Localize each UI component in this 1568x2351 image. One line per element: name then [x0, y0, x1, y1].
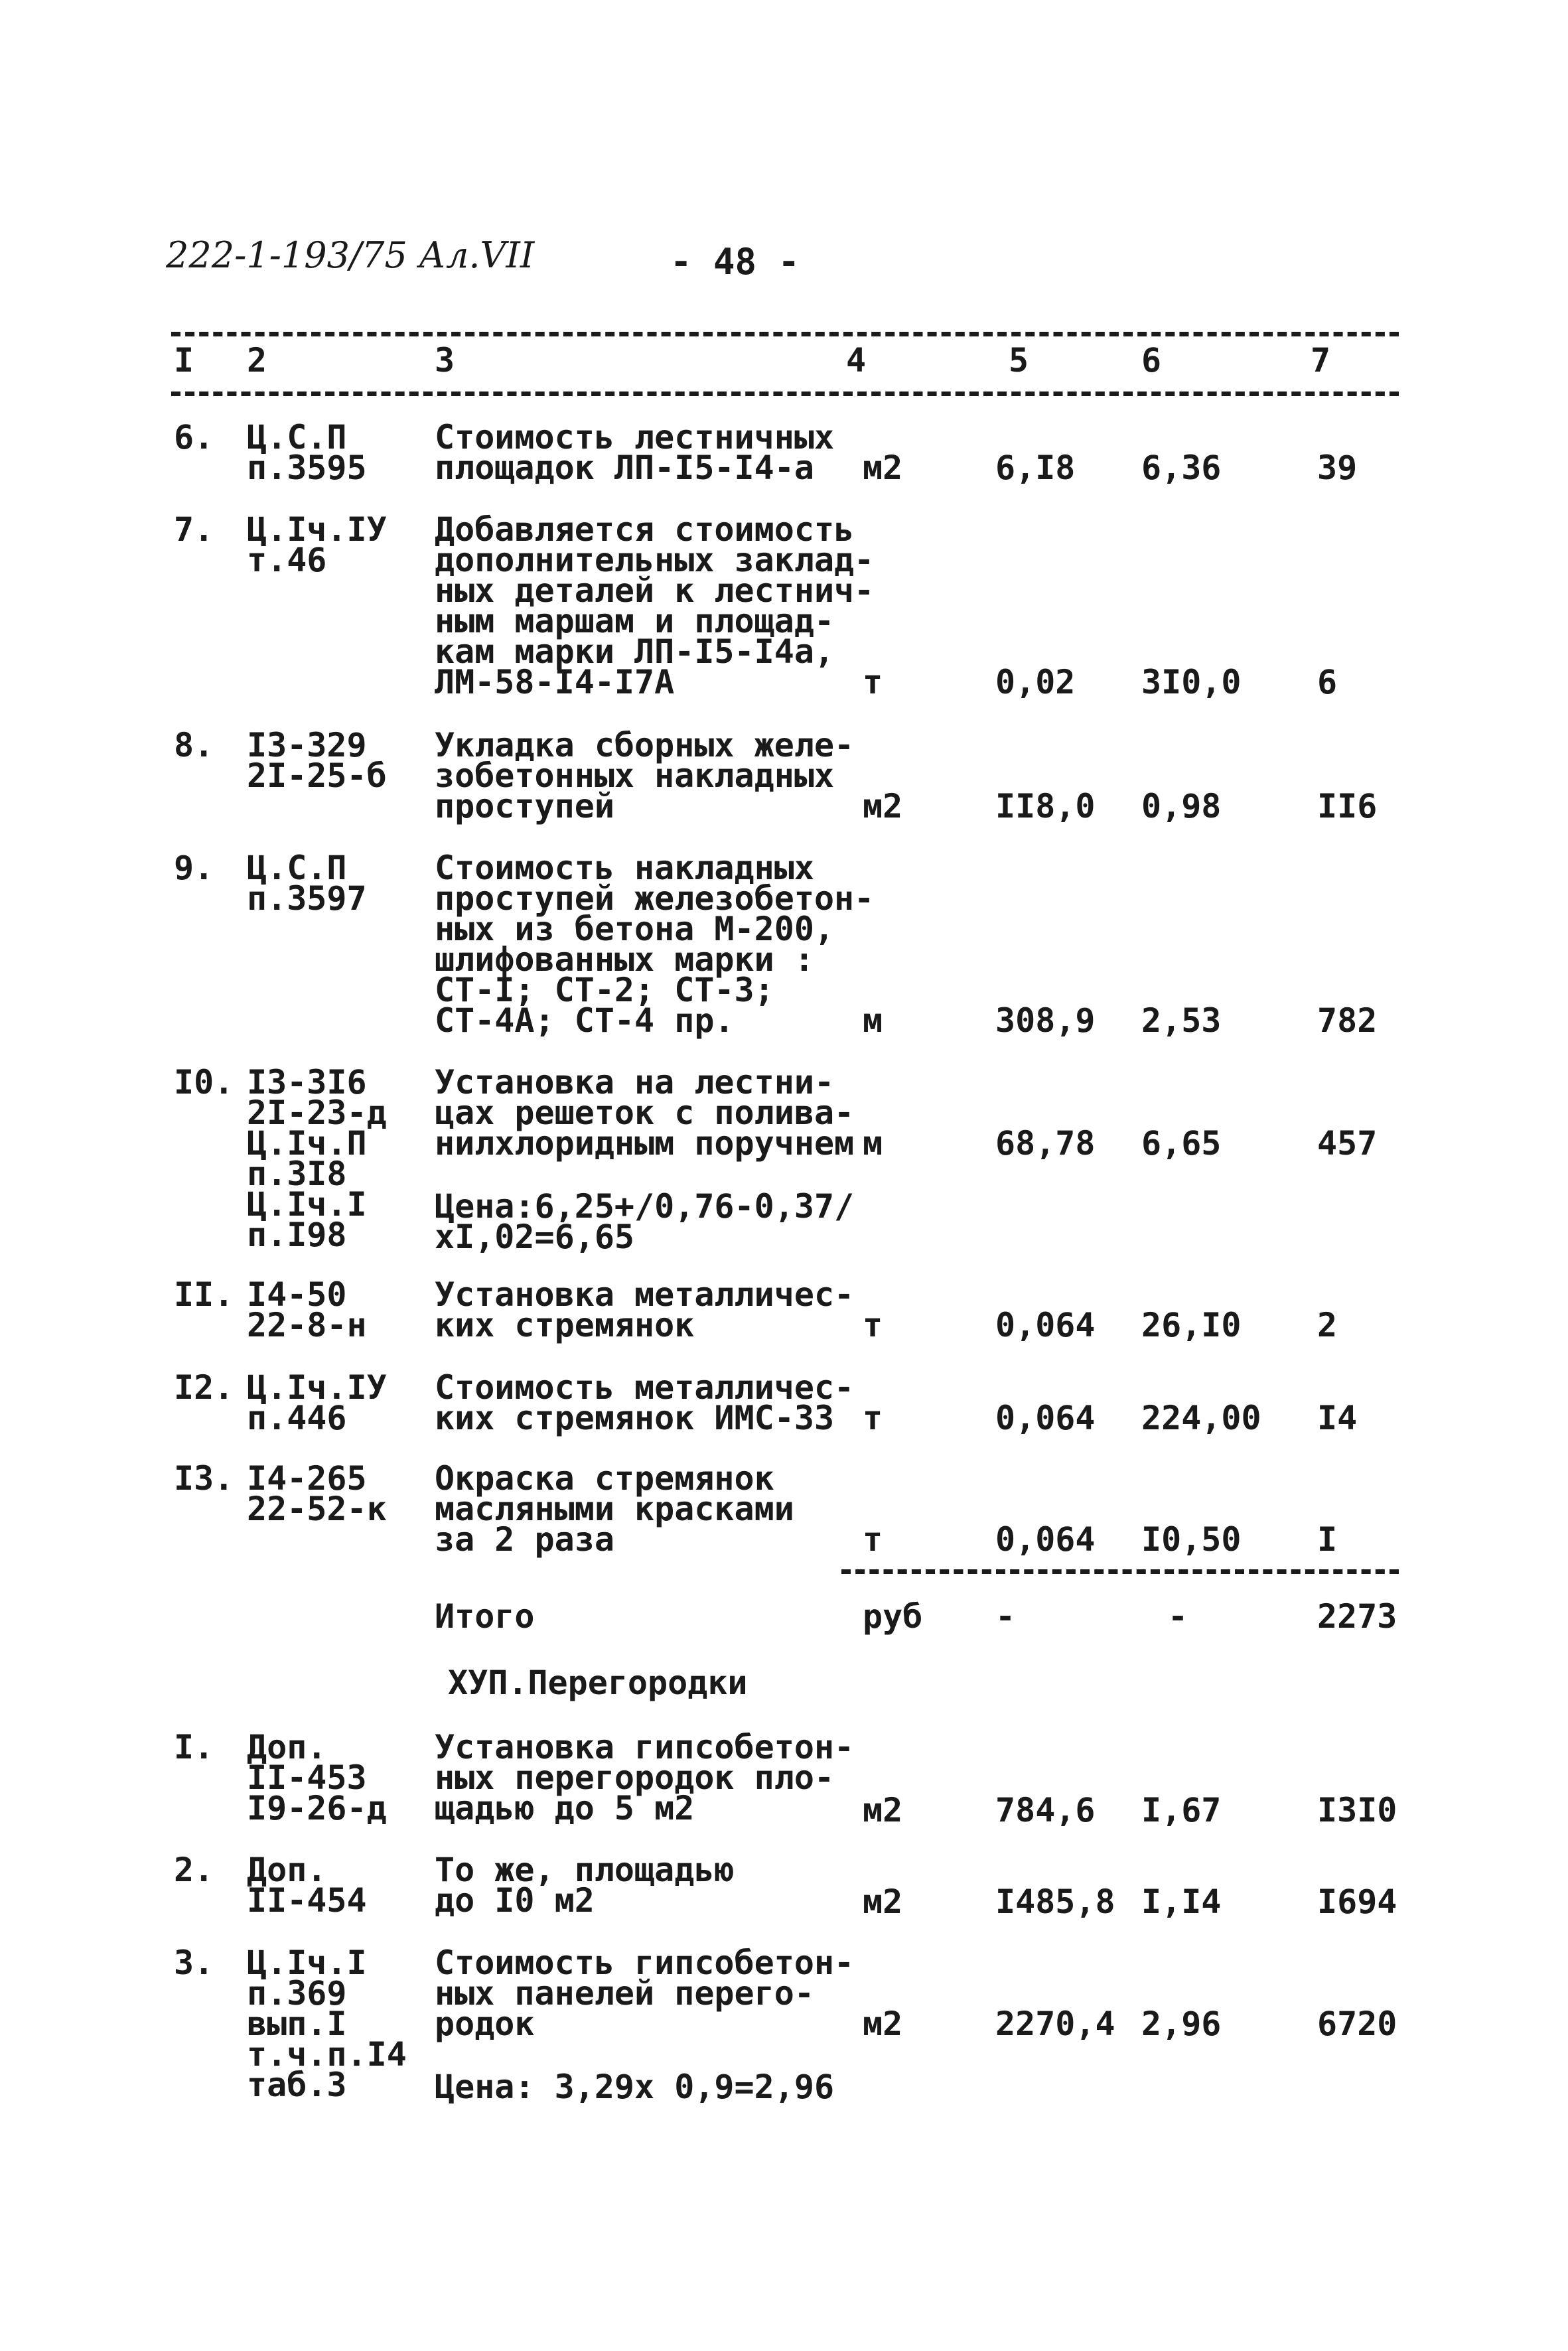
- row-code: I4-50 22-8-н: [247, 1275, 367, 1344]
- row-quantity: 784,6: [995, 1791, 1096, 1829]
- row-number: I3.: [174, 1459, 234, 1498]
- row-unit: т: [863, 1399, 883, 1437]
- row-quantity: 0,064: [995, 1306, 1096, 1344]
- row-price: 2,96: [1141, 2005, 1222, 2043]
- row-total: 457: [1317, 1124, 1378, 1163]
- row-number: 2.: [174, 1851, 214, 1889]
- row-price: 26,I0: [1141, 1306, 1242, 1344]
- row-number: I2.: [174, 1368, 234, 1407]
- row-total: II6: [1317, 787, 1378, 825]
- row-number: 7.: [174, 510, 214, 549]
- page-number: - 48 -: [670, 241, 800, 283]
- row-description: Стоимость лестничных площадок ЛП-I5-I4-а: [435, 418, 835, 487]
- row-price: 6,65: [1141, 1124, 1222, 1163]
- row-unit: м: [863, 1124, 883, 1163]
- row-description: Установка гипсобетон- ных перегородок пло- щадью до 5 м2: [435, 1728, 855, 1827]
- row-total: 6720: [1317, 2005, 1397, 2043]
- row-total: 782: [1317, 1001, 1378, 1040]
- row-number: 6.: [174, 418, 214, 457]
- document-code: 222-1-193/75 Ал.VII: [166, 234, 535, 276]
- row-unit: м2: [863, 449, 903, 487]
- row-quantity: 2270,4: [995, 2005, 1115, 2043]
- row-total: I694: [1317, 1883, 1397, 1921]
- row-code: Ц.С.П п.3597: [247, 849, 367, 918]
- col-header-1: I: [174, 341, 194, 380]
- total-unit: руб: [863, 1597, 923, 1636]
- row-unit: т: [863, 1306, 883, 1344]
- row-unit: т: [863, 663, 883, 701]
- col-header-2: 2: [247, 341, 267, 380]
- row-total: I3I0: [1317, 1791, 1397, 1829]
- row-price: 0,98: [1141, 787, 1222, 825]
- row-description: Стоимость накладных проступей железобетон- ных из бетона М-200, шлифованных марки : СТ-I; СТ-2; СТ-3; СТ-4А; СТ-4 пр.: [435, 849, 875, 1040]
- section-title: ХУП.Перегородки: [448, 1664, 748, 1702]
- row-code: I3-329 2I-25-б: [247, 726, 387, 795]
- row-price-note: Цена:6,25+/0,76-0,37/ xI,02=6,65: [435, 1187, 855, 1256]
- total-price: -: [1168, 1597, 1188, 1636]
- row-quantity: I485,8: [995, 1883, 1115, 1921]
- row-unit: м: [863, 1001, 883, 1040]
- col-header-5: 5: [1009, 341, 1029, 380]
- col-header-4: 4: [846, 341, 867, 380]
- table-top-rule: [171, 332, 1399, 336]
- row-number: 9.: [174, 849, 214, 887]
- row-price: 2,53: [1141, 1001, 1222, 1040]
- row-quantity: 308,9: [995, 1001, 1096, 1040]
- row-description: Стоимость металличес- ких стремянок ИМС-33: [435, 1368, 855, 1437]
- total-quantity: -: [995, 1597, 1016, 1636]
- row-total: 39: [1317, 449, 1358, 487]
- col-header-3: 3: [435, 341, 455, 380]
- col-header-6: 6: [1141, 341, 1162, 380]
- row-quantity: 0,02: [995, 663, 1076, 701]
- row-code: Ц.Iч.I п.369 вып.I т.ч.п.I4 таб.3: [247, 1944, 407, 2104]
- row-description: Установка на лестни- цах решеток с полива- нилхлоридным поручнем: [435, 1063, 855, 1163]
- row-code: Доп. II-454: [247, 1851, 367, 1920]
- row-number: 3.: [174, 1944, 214, 1982]
- row-price: I,67: [1141, 1791, 1222, 1829]
- row-price: I0,50: [1141, 1520, 1242, 1559]
- row-total: 6: [1317, 663, 1338, 701]
- row-unit: т: [863, 1520, 883, 1559]
- subtotal-rule: [841, 1569, 1399, 1574]
- row-code: Доп. II-453 I9-26-д: [247, 1728, 387, 1827]
- row-code: I3-3I6 2I-23-д Ц.Iч.П п.3I8 Ц.Iч.I п.I98: [247, 1063, 387, 1254]
- row-description: Окраска стремянок масляными красками за 2 раза: [435, 1459, 794, 1559]
- row-price-note: Цена: 3,29x 0,9=2,96: [435, 2068, 835, 2106]
- row-code: Ц.С.П п.3595: [247, 418, 367, 487]
- row-price: 3I0,0: [1141, 663, 1242, 701]
- row-quantity: 68,78: [995, 1124, 1096, 1163]
- row-total: I4: [1317, 1399, 1358, 1437]
- row-description: То же, площадью до I0 м2: [435, 1851, 735, 1920]
- row-number: II.: [174, 1275, 234, 1314]
- row-description: Стоимость гипсобетон- ных панелей перего- родок: [435, 1944, 855, 2043]
- row-unit: м2: [863, 1883, 903, 1921]
- row-quantity: II8,0: [995, 787, 1096, 825]
- row-number: I0.: [174, 1063, 234, 1102]
- row-price: 6,36: [1141, 449, 1222, 487]
- total-amount: 2273: [1317, 1597, 1397, 1636]
- row-quantity: 6,I8: [995, 449, 1076, 487]
- row-code: Ц.Iч.IУ п.446: [247, 1368, 387, 1437]
- table-header-rule: [171, 392, 1399, 396]
- row-code: Ц.Iч.IУ т.46: [247, 510, 387, 579]
- total-label: Итого: [435, 1597, 535, 1636]
- row-price: 224,00: [1141, 1399, 1261, 1437]
- row-description: Установка металличес- ких стремянок: [435, 1275, 855, 1344]
- row-unit: м2: [863, 2005, 903, 2043]
- row-unit: м2: [863, 787, 903, 825]
- row-code: I4-265 22-52-к: [247, 1459, 387, 1528]
- col-header-7: 7: [1311, 341, 1331, 380]
- row-total: 2: [1317, 1306, 1338, 1344]
- row-description: Добавляется стоимость дополнительных заклад- ных деталей к лестнич- ным маршам и площад- кам марки ЛП-I5-I4а, ЛМ-58-I4-I7А: [435, 510, 875, 701]
- row-unit: м2: [863, 1791, 903, 1829]
- row-price: I,I4: [1141, 1883, 1222, 1921]
- row-quantity: 0,064: [995, 1520, 1096, 1559]
- row-number: I.: [174, 1728, 214, 1766]
- row-number: 8.: [174, 726, 214, 764]
- row-description: Укладка сборных желе- зобетонных накладных проступей: [435, 726, 855, 825]
- row-quantity: 0,064: [995, 1399, 1096, 1437]
- row-total: I: [1317, 1520, 1338, 1559]
